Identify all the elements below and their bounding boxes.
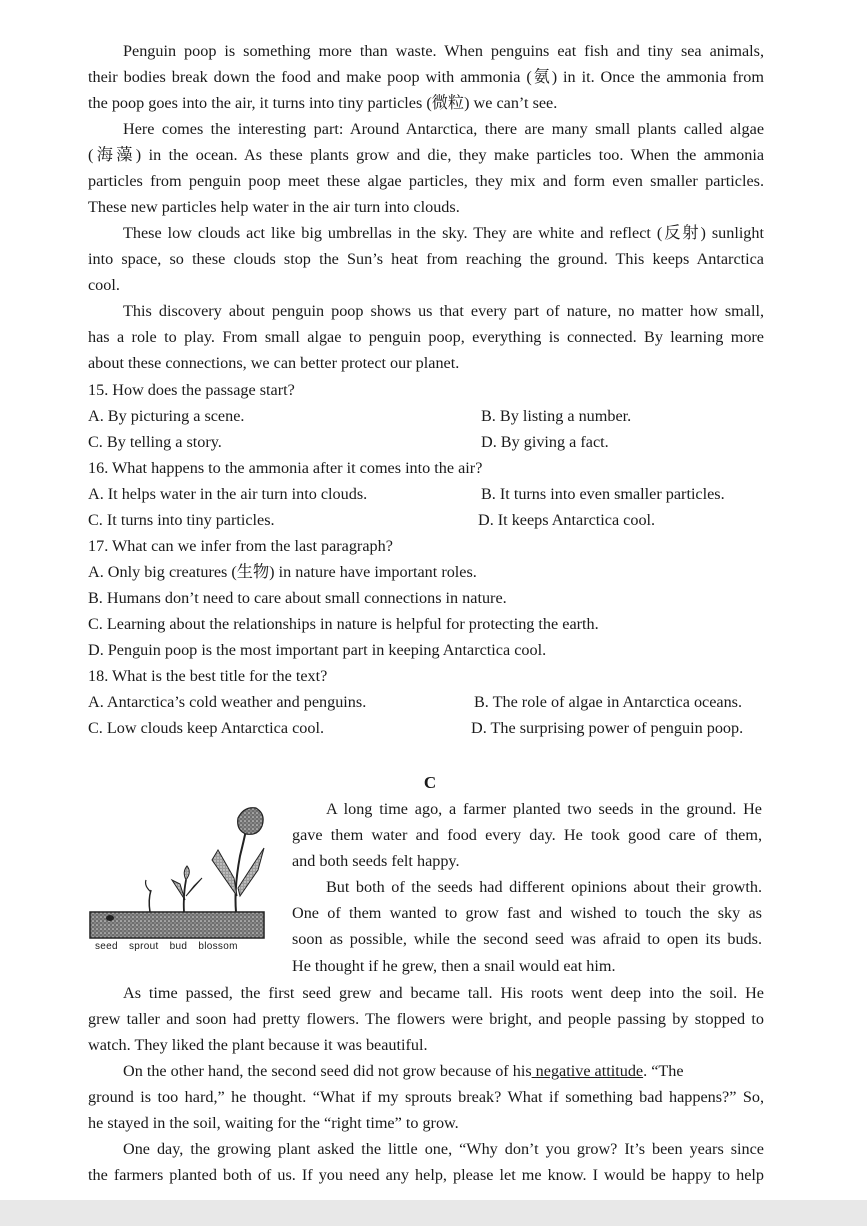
passage-b-line-3: the poop goes into the air, it turns into tiny particles (微粒) we can’t see. (88, 94, 558, 112)
question-18-option-b: B. The role of algae in Antarctica oceans. (474, 693, 743, 711)
scan-bottom-margin (0, 1200, 867, 1226)
question-17-option-d: D. Penguin poop is the most important part in keeping Antarctica cool. (88, 641, 547, 659)
question-17-stem: 17. What can we infer from the last paragraph? (88, 537, 393, 555)
passage-b-line-6: particles from penguin poop meet these algae particles, they mix and form even smaller particles. (88, 172, 764, 190)
passage-c-line-4 (123, 1058, 764, 1084)
question-18-stem: 18. What is the best title for the text? (88, 667, 328, 685)
question-18-option-c: C. Low clouds keep Antarctica cool. (88, 719, 324, 737)
passage-c-line-6: he stayed in the soil, waiting for the “right time” to grow. (88, 1114, 459, 1132)
passage-c-side-line-7: He thought if he grew, then a snail would eat him. (292, 957, 616, 975)
caption-bud: bud (169, 941, 188, 952)
question-15-option-d: D. By giving a fact. (481, 433, 609, 451)
blossom-icon (212, 808, 264, 912)
caption-sprout: sprout (128, 941, 159, 952)
passage-c-side-line-2: gave them water and food every day. He took good care of them, (292, 826, 762, 844)
passage-c-side-line-4: But both of the seeds had different opinions about their growth. (326, 878, 762, 896)
passage-c-side-line-6: soon as possible, while the second seed was afraid to open its buds. (292, 930, 762, 948)
question-15-option-a: A. By picturing a scene. (88, 407, 245, 425)
caption-blossom: blossom (198, 941, 238, 952)
question-17-option-a: A. Only big creatures (生物) in nature have important roles. (88, 563, 477, 581)
question-16-option-b: B. It turns into even smaller particles. (481, 485, 725, 503)
passage-c-line-8: the farmers planted both of us. If you need any help, please let me know. I would be happy to help (88, 1166, 764, 1184)
passage-c-line-5: ground is too hard,” he thought. “What if my sprouts break? What if something bad happens?” So, (88, 1088, 764, 1106)
passage-c-side-line-3: and both seeds felt happy. (292, 852, 460, 870)
passage-c-line-7: One day, the growing plant asked the little one, “Why don’t you grow? It’s been years since (123, 1140, 764, 1158)
passage-b-line-8: These low clouds act like big umbrellas in the sky. They are white and reflect (反射) sunlight (123, 224, 764, 242)
question-16-option-c: C. It turns into tiny particles. (88, 511, 275, 529)
bud-icon (172, 866, 202, 912)
illustration-caption (95, 941, 246, 952)
passage-b-line-13: about these connections, we can better protect our planet. (88, 354, 460, 372)
passage-b-line-12: has a role to play. From small algae to penguin poop, everything is connected. By learning more (88, 328, 764, 346)
passage-b-line-5: (海藻) in the ocean. As these plants grow and die, they make particles too. When the ammonia (88, 146, 764, 164)
question-18-option-d: D. The surprising power of penguin poop. (471, 719, 744, 737)
plant-growth-illustration (88, 800, 268, 960)
passage-c-line-3: watch. They liked the plant because it was beautiful. (88, 1036, 428, 1054)
question-17-option-c: C. Learning about the relationships in nature is helpful for protecting the earth. (88, 615, 599, 633)
passage-c-side-line-1: A long time ago, a farmer planted two seeds in the ground. He (326, 800, 762, 818)
question-16-option-a: A. It helps water in the air turn into clouds. (88, 485, 368, 503)
passage-b-line-10: cool. (88, 276, 120, 294)
passage-b-line-4: Here comes the interesting part: Around Antarctica, there are many small plants called algae (123, 120, 764, 138)
passage-b-line-11: This discovery about penguin poop shows us that every part of nature, no matter how small, (123, 302, 764, 320)
question-15-option-c: C. By telling a story. (88, 433, 222, 451)
sprout-icon (146, 880, 151, 912)
passage-c-side-line-5: One of them wanted to grow fast and wished to touch the sky as (292, 904, 762, 922)
soil-strip (90, 912, 264, 938)
negative-attitude-tail: . “The (643, 1062, 684, 1080)
passage-b-line-2: their bodies break down the food and make poop with ammonia (氨) in it. Once the ammonia from (88, 68, 764, 86)
passage-c-title: C (423, 773, 437, 792)
passage-c-line-2: grew taller and soon had pretty flowers. The flowers were bright, and people passing by stopped to (88, 1010, 764, 1028)
passage-b-line-9: into space, so these clouds stop the Sun’s heat from reaching the ground. This keeps Antarctica (88, 250, 764, 268)
question-16-stem: 16. What happens to the ammonia after it comes into the air? (88, 459, 483, 477)
question-15-stem: 15. How does the passage start? (88, 381, 295, 399)
caption-seed: seed (95, 941, 118, 952)
seed-icon (106, 915, 114, 921)
passage-b-line-7: These new particles help water in the air turn into clouds. (88, 198, 460, 216)
negative-attitude-lead: On the other hand, the second seed did not grow because of his (123, 1062, 532, 1080)
question-15-option-b: B. By listing a number. (481, 407, 632, 425)
question-17-option-b: B. Humans don’t need to care about small connections in nature. (88, 589, 507, 607)
negative-attitude-underlined: negative attitude (531, 1062, 644, 1080)
passage-b-line-1: Penguin poop is something more than waste. When penguins eat fish and tiny sea animals, (123, 42, 764, 60)
question-16-option-d: D. It keeps Antarctica cool. (478, 511, 656, 529)
question-18-option-a: A. Antarctica’s cold weather and penguins. (88, 693, 367, 711)
passage-c-line-1: As time passed, the first seed grew and became tall. His roots went deep into the soil. He (123, 984, 764, 1002)
